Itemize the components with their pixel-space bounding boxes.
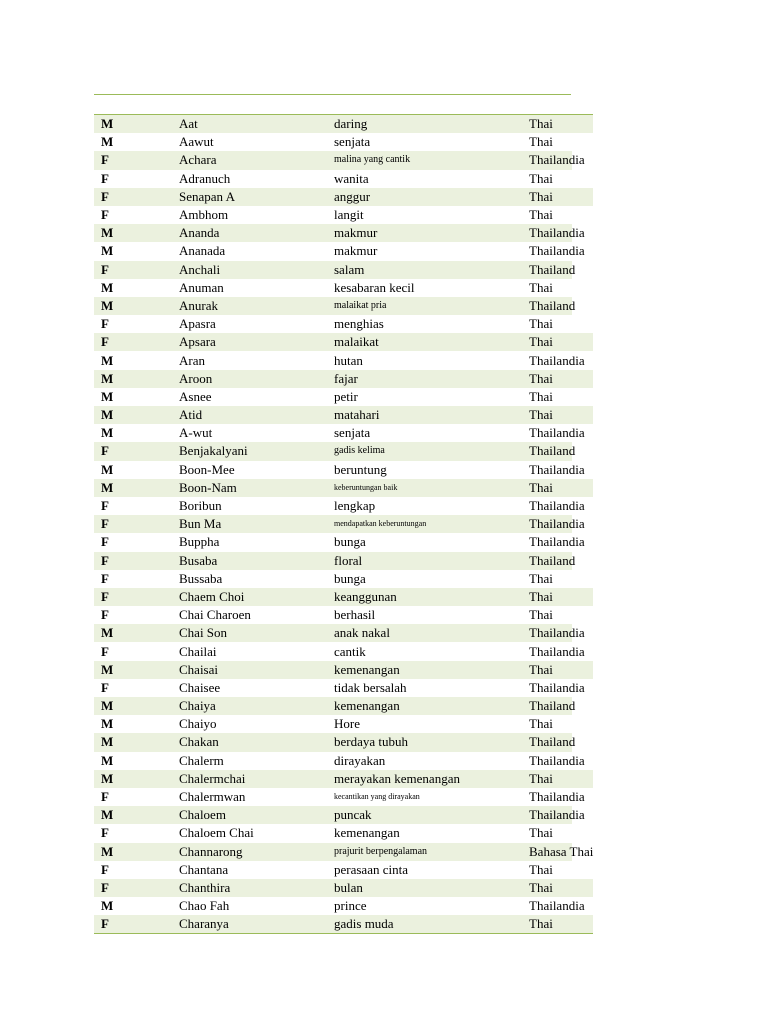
meaning-cell: perasaan cinta <box>334 861 408 877</box>
table-row <box>94 861 593 879</box>
origin-cell: Thai <box>529 825 553 841</box>
table-row <box>94 843 593 861</box>
table-row <box>94 133 593 151</box>
origin-cell: Thailand <box>529 261 593 279</box>
name-cell: Chai Charoen <box>179 607 251 623</box>
name-cell: Chanthira <box>179 879 334 897</box>
name-cell: Apsara <box>179 333 334 351</box>
gender-cell: M <box>94 224 179 242</box>
meaning-cell: makmur <box>334 224 529 242</box>
gender-cell: F <box>101 607 109 623</box>
meaning-cell: beruntung <box>334 461 387 477</box>
table-row <box>94 770 593 788</box>
meaning-cell: kecantikan yang dirayakan <box>334 792 420 802</box>
name-cell: Chailai <box>179 643 217 659</box>
name-cell: Chaiya <box>179 697 334 715</box>
origin-cell: Thai <box>529 879 593 897</box>
origin-cell: Thai <box>529 370 593 388</box>
origin-cell: Thailandia <box>529 534 585 550</box>
name-cell: Busaba <box>179 552 334 570</box>
table-row <box>94 297 593 315</box>
meaning-cell: senjata <box>334 134 371 150</box>
origin-cell: Thai <box>529 170 553 186</box>
name-cell: Senapan A <box>179 188 334 206</box>
gender-cell: M <box>101 134 114 150</box>
gender-cell: M <box>94 115 179 134</box>
meaning-cell: kesabaran kecil <box>334 279 415 295</box>
gender-cell: M <box>94 806 179 824</box>
gender-cell: M <box>101 352 114 368</box>
name-cell: Chalermwan <box>179 789 246 805</box>
origin-cell: Thai <box>529 570 553 586</box>
origin-cell: Thailandia <box>529 789 585 805</box>
gender-cell: M <box>101 716 114 732</box>
origin-cell: Thai <box>529 915 593 934</box>
meaning-cell: floral <box>334 552 529 570</box>
gender-cell: M <box>94 479 179 497</box>
meaning-cell: malaikat pria <box>334 297 529 315</box>
origin-cell: Thailandia <box>529 425 585 441</box>
table-row <box>94 752 593 770</box>
name-cell: Chalermchai <box>179 770 334 788</box>
table-row <box>94 151 593 169</box>
meaning-cell: salam <box>334 261 529 279</box>
meaning-cell: berdaya tubuh <box>334 733 529 751</box>
name-cell: Boon-Mee <box>179 461 235 477</box>
table-row <box>94 497 593 515</box>
origin-cell: Thai <box>529 770 593 788</box>
gender-cell: M <box>94 370 179 388</box>
table-row <box>94 697 593 715</box>
name-cell: Aran <box>179 352 205 368</box>
name-cell: Anchali <box>179 261 334 279</box>
origin-cell: Thai <box>529 115 593 134</box>
meaning-cell: merayakan kemenangan <box>334 770 529 788</box>
gender-cell: F <box>101 789 109 805</box>
gender-cell: F <box>101 498 109 514</box>
origin-cell: Thai <box>529 333 593 351</box>
origin-cell: Thai <box>529 479 593 497</box>
gender-cell: F <box>101 570 109 586</box>
name-cell: Ambhom <box>179 207 229 223</box>
table-row <box>94 806 593 824</box>
origin-cell: Thailandia <box>529 679 585 695</box>
gender-cell: M <box>94 697 179 715</box>
gender-cell: F <box>94 151 179 169</box>
gender-cell: F <box>101 861 109 877</box>
origin-cell: Thai <box>529 588 593 606</box>
name-cell: Channarong <box>179 843 334 861</box>
meaning-cell: kemenangan <box>334 697 529 715</box>
table-row <box>94 661 593 679</box>
names-table-body <box>94 115 593 934</box>
name-cell: Chai Son <box>179 624 334 642</box>
gender-cell: F <box>101 679 109 695</box>
meaning-cell: bunga <box>334 534 366 550</box>
name-cell: Ananada <box>179 243 226 259</box>
gender-cell: M <box>94 733 179 751</box>
gender-cell: F <box>94 552 179 570</box>
name-cell: Chaloem Chai <box>179 825 254 841</box>
name-cell: Boribun <box>179 498 222 514</box>
meaning-cell: bulan <box>334 879 529 897</box>
name-cell: Bussaba <box>179 570 223 586</box>
table-row <box>94 897 593 915</box>
gender-cell: F <box>94 261 179 279</box>
meaning-cell: makmur <box>334 243 378 259</box>
name-cell: Ananda <box>179 224 334 242</box>
table-row <box>94 606 593 624</box>
name-cell: Achara <box>179 151 334 169</box>
name-cell: Chaisai <box>179 661 334 679</box>
origin-cell: Thailand <box>529 697 593 715</box>
gender-cell: M <box>94 406 179 424</box>
name-cell: Chalerm <box>179 752 224 768</box>
meaning-cell: menghias <box>334 316 384 332</box>
gender-cell: F <box>101 825 109 841</box>
meaning-cell: gadis muda <box>334 915 529 934</box>
origin-cell: Thailandia <box>529 461 585 477</box>
table-row <box>94 224 593 242</box>
origin-cell: Thailand <box>529 442 593 460</box>
table-row <box>94 461 593 479</box>
table-row <box>94 170 593 188</box>
meaning-cell: anggur <box>334 188 529 206</box>
meaning-cell: prince <box>334 898 367 914</box>
table-row <box>94 442 593 460</box>
table-row <box>94 715 593 733</box>
origin-cell: Thailandia <box>529 806 593 824</box>
origin-cell: Thai <box>529 607 553 623</box>
gender-cell: F <box>94 333 179 351</box>
origin-cell: Thailandia <box>529 515 593 533</box>
origin-cell: Thailandia <box>529 752 585 768</box>
table-row <box>94 824 593 842</box>
gender-cell: M <box>94 297 179 315</box>
name-cell: Aawut <box>179 134 214 150</box>
gender-cell: F <box>101 316 109 332</box>
table-row <box>94 533 593 551</box>
gender-cell: F <box>101 207 109 223</box>
name-cell: Boon-Nam <box>179 479 334 497</box>
gender-cell: M <box>94 661 179 679</box>
meaning-cell: mendapatkan keberuntungan <box>334 515 529 533</box>
name-cell: Chao Fah <box>179 898 230 914</box>
name-cell: Anurak <box>179 297 334 315</box>
origin-cell: Thai <box>529 207 553 223</box>
gender-cell: M <box>101 388 114 404</box>
origin-cell: Thai <box>529 316 553 332</box>
origin-cell: Thai <box>529 134 553 150</box>
origin-cell: Thailandia <box>529 151 593 169</box>
name-cell: Chantana <box>179 861 229 877</box>
name-cell: Benjakalyani <box>179 442 334 460</box>
origin-cell: Thai <box>529 388 553 404</box>
name-cell: Chaloem <box>179 806 334 824</box>
name-cell: Apasra <box>179 316 216 332</box>
table-row <box>94 515 593 533</box>
meaning-cell: Hore <box>334 716 360 732</box>
table-row <box>94 115 593 134</box>
name-cell: Buppha <box>179 534 220 550</box>
name-cell: Charanya <box>179 915 334 934</box>
name-cell: Chaisee <box>179 679 221 695</box>
meaning-cell: bunga <box>334 570 366 586</box>
gender-cell: F <box>94 188 179 206</box>
table-row <box>94 788 593 806</box>
name-cell: Aroon <box>179 370 334 388</box>
origin-cell: Thai <box>529 661 593 679</box>
gender-cell: M <box>101 279 114 295</box>
meaning-cell: petir <box>334 388 358 404</box>
table-row <box>94 588 593 606</box>
origin-cell: Thai <box>529 716 553 732</box>
meaning-cell: langit <box>334 207 364 223</box>
origin-cell: Thai <box>529 406 593 424</box>
origin-cell: Thailandia <box>529 352 585 368</box>
meaning-cell: berhasil <box>334 607 376 623</box>
origin-cell: Thailand <box>529 297 593 315</box>
origin-cell: Thailandia <box>529 498 585 514</box>
meaning-cell: lengkap <box>334 498 376 514</box>
gender-cell: M <box>101 898 114 914</box>
table-row <box>94 679 593 697</box>
name-cell: Chakan <box>179 733 334 751</box>
table-row <box>94 388 593 406</box>
meaning-cell: tidak bersalah <box>334 679 407 695</box>
gender-cell: F <box>94 515 179 533</box>
name-cell: Atid <box>179 406 334 424</box>
table-row <box>94 351 593 369</box>
gender-cell: F <box>101 643 109 659</box>
table-row <box>94 261 593 279</box>
table-row <box>94 733 593 751</box>
meaning-cell: puncak <box>334 806 529 824</box>
meaning-cell: keberuntungan baik <box>334 479 529 497</box>
meaning-cell: gadis kelima <box>334 442 529 460</box>
origin-cell: Thailand <box>529 733 593 751</box>
meaning-cell: malaikat <box>334 333 529 351</box>
origin-cell: Thailandia <box>529 624 593 642</box>
table-row <box>94 424 593 442</box>
top-rule <box>94 94 571 95</box>
origin-cell: Bahasa Thai <box>529 843 593 861</box>
table-row <box>94 188 593 206</box>
table-row <box>94 570 593 588</box>
meaning-cell: matahari <box>334 406 529 424</box>
origin-cell: Thai <box>529 861 553 877</box>
gender-cell: M <box>101 752 114 768</box>
meaning-cell: fajar <box>334 370 529 388</box>
origin-cell: Thailand <box>529 552 593 570</box>
origin-cell: Thailandia <box>529 243 585 259</box>
origin-cell: Thailandia <box>529 898 585 914</box>
name-cell: Asnee <box>179 388 212 404</box>
gender-cell: F <box>94 588 179 606</box>
gender-cell: F <box>101 534 109 550</box>
meaning-cell: cantik <box>334 643 366 659</box>
table-row <box>94 552 593 570</box>
table-row <box>94 315 593 333</box>
table-row <box>94 479 593 497</box>
table-row <box>94 624 593 642</box>
table-row <box>94 406 593 424</box>
meaning-cell: malina yang cantik <box>334 151 529 169</box>
table-row <box>94 333 593 351</box>
gender-cell: F <box>94 915 179 934</box>
meaning-cell: kemenangan <box>334 661 529 679</box>
table-row <box>94 242 593 260</box>
table-row <box>94 206 593 224</box>
gender-cell: M <box>101 425 114 441</box>
name-cell: A-wut <box>179 425 213 441</box>
origin-cell: Thai <box>529 188 593 206</box>
gender-cell: M <box>94 770 179 788</box>
meaning-cell: dirayakan <box>334 752 386 768</box>
meaning-cell: kemenangan <box>334 825 400 841</box>
gender-cell: M <box>94 624 179 642</box>
origin-cell: Thailandia <box>529 224 593 242</box>
meaning-cell: keanggunan <box>334 588 529 606</box>
meaning-cell: senjata <box>334 425 371 441</box>
name-cell: Chaiyo <box>179 716 217 732</box>
gender-cell: M <box>101 243 114 259</box>
gender-cell: M <box>101 461 114 477</box>
origin-cell: Thai <box>529 279 553 295</box>
gender-cell: F <box>94 879 179 897</box>
name-cell: Anuman <box>179 279 224 295</box>
table-row <box>94 279 593 297</box>
names-table <box>94 114 593 934</box>
gender-cell: F <box>101 170 109 186</box>
meaning-cell: daring <box>334 115 529 134</box>
name-cell: Chaem Choi <box>179 588 334 606</box>
meaning-cell: wanita <box>334 170 369 186</box>
table-row <box>94 370 593 388</box>
meaning-cell: hutan <box>334 352 363 368</box>
origin-cell: Thailandia <box>529 643 585 659</box>
name-cell: Bun Ma <box>179 515 334 533</box>
table-row <box>94 879 593 897</box>
name-cell: Aat <box>179 115 334 134</box>
gender-cell: M <box>94 843 179 861</box>
table-row <box>94 915 593 934</box>
table-row <box>94 642 593 660</box>
meaning-cell: prajurit berpengalaman <box>334 843 529 861</box>
meaning-cell: anak nakal <box>334 624 529 642</box>
name-cell: Adranuch <box>179 170 231 186</box>
gender-cell: F <box>94 442 179 460</box>
